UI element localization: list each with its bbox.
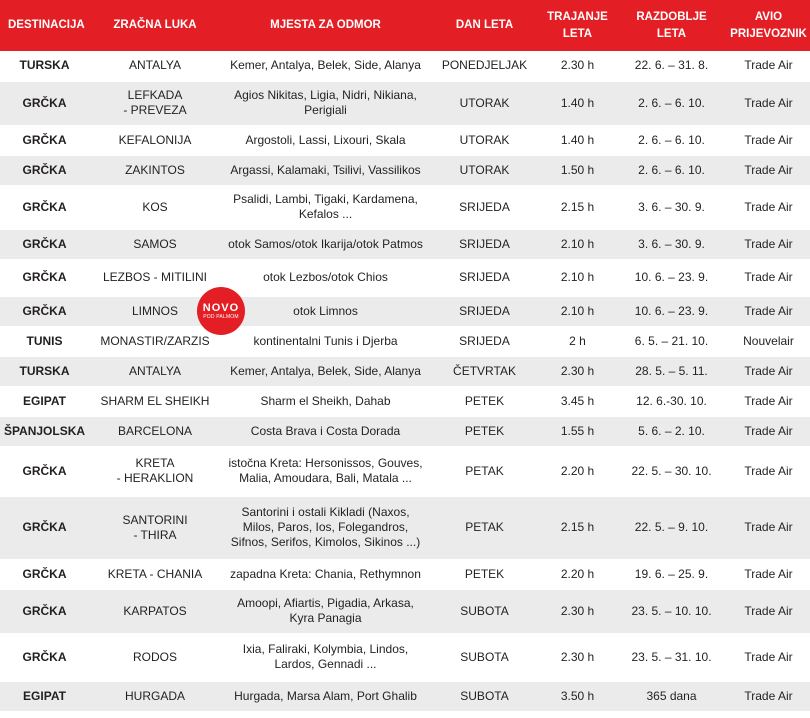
places-line: Milos, Paros, Ios, Folegandros, — [242, 520, 409, 534]
airport-line: KEFALONIJA — [118, 132, 192, 147]
cell-places — [221, 125, 430, 155]
table-row — [0, 81, 810, 125]
cell-period: 2. 6. – 6. 10. — [616, 125, 727, 155]
cell-duration: 2.10 h — [539, 296, 616, 326]
cell-places — [221, 496, 430, 559]
cell-day: PETEK — [430, 559, 539, 589]
cell-carrier: Trade Air — [727, 51, 810, 81]
cell-airport — [89, 51, 221, 81]
cell-duration: 2.30 h — [539, 589, 616, 633]
cell-places — [221, 633, 430, 681]
cell-destination: GRČKA — [0, 155, 89, 185]
header-mjesta: MJESTA ZA ODMOR — [270, 19, 381, 31]
cell-period: 23. 5. – 10. 10. — [616, 589, 727, 633]
airport-line: SANTORINI — [122, 512, 188, 527]
table-row — [0, 559, 810, 589]
cell-places — [221, 681, 430, 711]
table-row — [0, 446, 810, 496]
header-razdoblje-line2: LETA — [656, 27, 687, 40]
cell-destination: GRČKA — [0, 259, 89, 296]
places-line: Hurgada, Marsa Alam, Port Ghalib — [234, 688, 417, 703]
airport-line: HURGADA — [124, 688, 185, 703]
cell-duration: 1.40 h — [539, 81, 616, 125]
cell-airport — [89, 296, 240, 326]
airport-line: - PREVEZA — [123, 103, 187, 117]
places-line: Costa Brava i Costa Dorada — [250, 423, 401, 438]
cell-period: 2. 6. – 6. 10. — [616, 81, 727, 125]
cell-destination: GRČKA — [0, 589, 89, 633]
header-row — [0, 0, 810, 51]
header-razdoblje-line1: RAZDOBLJE — [636, 10, 707, 23]
header-trajanje-line1: TRAJANJE — [547, 10, 608, 23]
table-row — [0, 51, 810, 81]
places-line: Argassi, Kalamaki, Tsilivi, Vassilikos — [230, 162, 421, 177]
cell-airport — [89, 681, 221, 711]
cell-day: UTORAK — [430, 125, 539, 155]
cell-day: SRIJEDA — [430, 185, 539, 229]
places-line: zapadna Kreta: Chania, Rethymnon — [230, 566, 421, 581]
header-razdoblje — [616, 0, 727, 51]
table-body — [0, 51, 810, 711]
cell-airport — [89, 229, 221, 259]
table-header — [0, 0, 810, 51]
airport-line: SHARM EL SHEIKH — [100, 393, 210, 408]
cell-destination: EGIPAT — [0, 386, 89, 416]
places-line: Amoopi, Afiartis, Pigadia, Arkasa, — [237, 596, 414, 610]
table-row — [0, 356, 810, 386]
cell-airport — [89, 356, 221, 386]
header-avio-line2: PRIJEVOZNIK — [730, 27, 807, 40]
cell-day: SRIJEDA — [430, 296, 539, 326]
table-row — [0, 259, 810, 296]
cell-carrier: Trade Air — [727, 229, 810, 259]
cell-duration: 2.30 h — [539, 356, 616, 386]
cell-destination: TURSKA — [0, 51, 89, 81]
cell-day: UTORAK — [430, 155, 539, 185]
cell-airport — [89, 589, 221, 633]
cell-day: SRIJEDA — [430, 259, 539, 296]
cell-carrier: Trade Air — [727, 416, 810, 446]
places-line: Ixia, Faliraki, Kolymbia, Lindos, — [242, 642, 409, 656]
table-row — [0, 416, 810, 446]
cell-day: PETEK — [430, 386, 539, 416]
cell-duration: 2.15 h — [539, 496, 616, 559]
cell-duration: 1.50 h — [539, 155, 616, 185]
cell-places — [221, 229, 430, 259]
cell-carrier: Trade Air — [727, 496, 810, 559]
cell-carrier: Trade Air — [727, 559, 810, 589]
cell-duration: 2.20 h — [539, 446, 616, 496]
places-line: Lardos, Gennadi ... — [274, 657, 377, 671]
cell-period: 22. 5. – 9. 10. — [616, 496, 727, 559]
cell-duration: 1.40 h — [539, 125, 616, 155]
airport-line: ANTALYA — [128, 58, 181, 73]
cell-day: SUBOTA — [430, 589, 539, 633]
cell-duration: 2.30 h — [539, 51, 616, 81]
cell-duration: 2.20 h — [539, 559, 616, 589]
cell-carrier: Trade Air — [727, 155, 810, 185]
header-destinacija: DESTINACIJA — [8, 19, 85, 31]
cell-carrier: Trade Air — [727, 386, 810, 416]
cell-carrier: Trade Air — [727, 259, 810, 296]
header-avio — [727, 0, 810, 51]
cell-period: 2. 6. – 6. 10. — [616, 155, 727, 185]
cell-period: 12. 6.-30. 10. — [616, 386, 727, 416]
cell-places — [221, 155, 430, 185]
cell-destination: ŠPANJOLSKA — [0, 416, 89, 446]
cell-places — [221, 446, 430, 496]
cell-airport — [89, 559, 221, 589]
cell-airport — [89, 125, 221, 155]
cell-day: PETAK — [430, 446, 539, 496]
cell-destination: GRČKA — [0, 496, 89, 559]
cell-places — [221, 81, 430, 125]
places-line: Sifnos, Serifos, Kimolos, Sikinos ...) — [230, 535, 421, 549]
cell-airport — [89, 185, 221, 229]
places-line: istočna Kreta: Hersonissos, Gouves, — [228, 456, 423, 470]
cell-period: 19. 6. – 25. 9. — [616, 559, 727, 589]
cell-period: 6. 5. – 21. 10. — [616, 326, 727, 356]
cell-airport — [89, 326, 221, 356]
cell-day: SUBOTA — [430, 633, 539, 681]
cell-period: 3. 6. – 30. 9. — [616, 185, 727, 229]
airport-line: LEFKADA — [127, 88, 183, 102]
badge-main-text: NOVO — [202, 301, 240, 314]
table-row — [0, 386, 810, 416]
airport-line: - HERAKLION — [116, 471, 194, 485]
cell-carrier: Nouvelair — [727, 326, 810, 356]
cell-period: 3. 6. – 30. 9. — [616, 229, 727, 259]
cell-places — [221, 51, 430, 81]
cell-period: 22. 6. – 31. 8. — [616, 51, 727, 81]
cell-places — [221, 416, 430, 446]
airport-line: KOS — [142, 199, 168, 214]
cell-carrier: Trade Air — [727, 633, 810, 681]
table-row — [0, 326, 810, 356]
cell-places — [221, 185, 430, 229]
cell-period: 23. 5. – 31. 10. — [616, 633, 727, 681]
cell-duration: 2.30 h — [539, 633, 616, 681]
cell-airport — [89, 416, 221, 446]
places-line: Sharm el Sheikh, Dahab — [260, 393, 391, 408]
cell-places — [221, 296, 430, 326]
table-row — [0, 229, 810, 259]
cell-day: PETAK — [430, 496, 539, 559]
cell-day: SRIJEDA — [430, 229, 539, 259]
airport-line: LEZBOS - MITILINI — [102, 270, 207, 284]
places-line: Psalidi, Lambi, Tigaki, Kardamena, — [233, 192, 418, 206]
cell-day: UTORAK — [430, 81, 539, 125]
cell-day: SRIJEDA — [430, 326, 539, 356]
header-trajanje — [539, 0, 616, 51]
cell-places — [221, 259, 430, 296]
cell-destination: GRČKA — [0, 229, 89, 259]
cell-airport — [89, 155, 221, 185]
cell-destination: GRČKA — [0, 446, 89, 496]
cell-period: 10. 6. – 23. 9. — [616, 259, 727, 296]
airport-line: KRETA - CHANIA — [107, 566, 203, 581]
cell-duration: 2.10 h — [539, 259, 616, 296]
places-line: Kemer, Antalya, Belek, Side, Alanya — [230, 58, 421, 73]
cell-places — [221, 326, 430, 356]
cell-duration: 3.45 h — [539, 386, 616, 416]
table-row — [0, 296, 810, 326]
table-row — [0, 681, 810, 711]
cell-period: 28. 5. – 5. 11. — [616, 356, 727, 386]
places-line: kontinentalni Tunis i Djerba — [253, 333, 398, 348]
cell-destination: GRČKA — [0, 296, 89, 326]
cell-airport — [89, 633, 221, 681]
cell-duration: 3.50 h — [539, 681, 616, 711]
cell-duration: 2.10 h — [539, 229, 616, 259]
cell-period: 5. 6. – 2. 10. — [616, 416, 727, 446]
table-row — [0, 633, 810, 681]
cell-period: 22. 5. – 30. 10. — [616, 446, 727, 496]
airport-line: KARPATOS — [123, 603, 187, 618]
cell-destination: GRČKA — [0, 125, 89, 155]
places-line: Argostoli, Lassi, Lixouri, Skala — [245, 132, 406, 147]
airport-line: LIMNOS — [131, 303, 178, 318]
cell-carrier: Trade Air — [727, 296, 810, 326]
cell-duration: 1.55 h — [539, 416, 616, 446]
places-line: otok Limnos — [293, 303, 358, 318]
cell-day: SUBOTA — [430, 681, 539, 711]
cell-destination: TUNIS — [0, 326, 89, 356]
table-row — [0, 589, 810, 633]
airport-line: RODOS — [132, 649, 177, 664]
cell-airport — [89, 386, 221, 416]
cell-day: PETEK — [430, 416, 539, 446]
cell-carrier: Trade Air — [727, 81, 810, 125]
cell-carrier: Trade Air — [727, 125, 810, 155]
table-row — [0, 155, 810, 185]
cell-day: PONEDJELJAK — [430, 51, 539, 81]
cell-destination: GRČKA — [0, 185, 89, 229]
cell-airport — [89, 259, 221, 296]
airport-line: MONASTIR/ZARZIS — [100, 333, 210, 348]
places-line: Santorini i ostali Kikladi (Naxos, — [241, 505, 410, 519]
table-row — [0, 185, 810, 229]
cell-duration: 2 h — [539, 326, 616, 356]
cell-destination: EGIPAT — [0, 681, 89, 711]
places-line: Kemer, Antalya, Belek, Side, Alanya — [230, 363, 421, 378]
airport-line: - THIRA — [133, 527, 177, 542]
cell-duration: 2.15 h — [539, 185, 616, 229]
cell-places — [221, 559, 430, 589]
cell-airport — [89, 81, 221, 125]
cell-period: 365 dana — [616, 681, 727, 711]
cell-destination: GRČKA — [0, 81, 89, 125]
cell-carrier: Trade Air — [727, 446, 810, 496]
cell-places — [221, 386, 430, 416]
places-line: Agios Nikitas, Ligia, Nidri, Nikiana, — [234, 88, 417, 102]
cell-carrier: Trade Air — [727, 185, 810, 229]
header-trajanje-line2: LETA — [562, 27, 593, 40]
airport-line: KRETA — [135, 456, 175, 470]
airport-line: ZAKINTOS — [125, 162, 185, 177]
table-row — [0, 496, 810, 559]
cell-airport — [89, 446, 221, 496]
cell-carrier: Trade Air — [727, 589, 810, 633]
badge-sub-text: POD PALMOM — [203, 313, 239, 320]
places-line: Kyra Panagia — [289, 611, 362, 625]
cell-places — [221, 356, 430, 386]
cell-carrier: Trade Air — [727, 681, 810, 711]
cell-carrier: Trade Air — [727, 356, 810, 386]
header-avio-line1: AVIO — [754, 10, 783, 23]
novo-badge — [197, 287, 245, 335]
cell-day: ČETVRTAK — [430, 356, 539, 386]
cell-places — [221, 589, 430, 633]
places-line: otok Samos/otok Ikarija/otok Patmos — [228, 236, 423, 251]
places-line: Perigiali — [304, 103, 347, 117]
places-line: otok Lezbos/otok Chios — [263, 270, 388, 284]
cell-destination: TURSKA — [0, 356, 89, 386]
places-line: Malia, Amoudara, Bali, Matala ... — [239, 471, 412, 485]
airport-line: SAMOS — [133, 236, 177, 251]
airport-line: ANTALYA — [128, 363, 181, 378]
cell-airport — [89, 496, 221, 559]
header-zracna-luka: ZRAČNA LUKA — [113, 19, 197, 31]
places-line: Kefalos ... — [298, 207, 353, 221]
cell-destination: GRČKA — [0, 633, 89, 681]
cell-destination: GRČKA — [0, 559, 89, 589]
table-row — [0, 125, 810, 155]
header-dan: DAN LETA — [455, 19, 514, 31]
airport-line: BARCELONA — [117, 423, 193, 438]
cell-period: 10. 6. – 23. 9. — [616, 296, 727, 326]
